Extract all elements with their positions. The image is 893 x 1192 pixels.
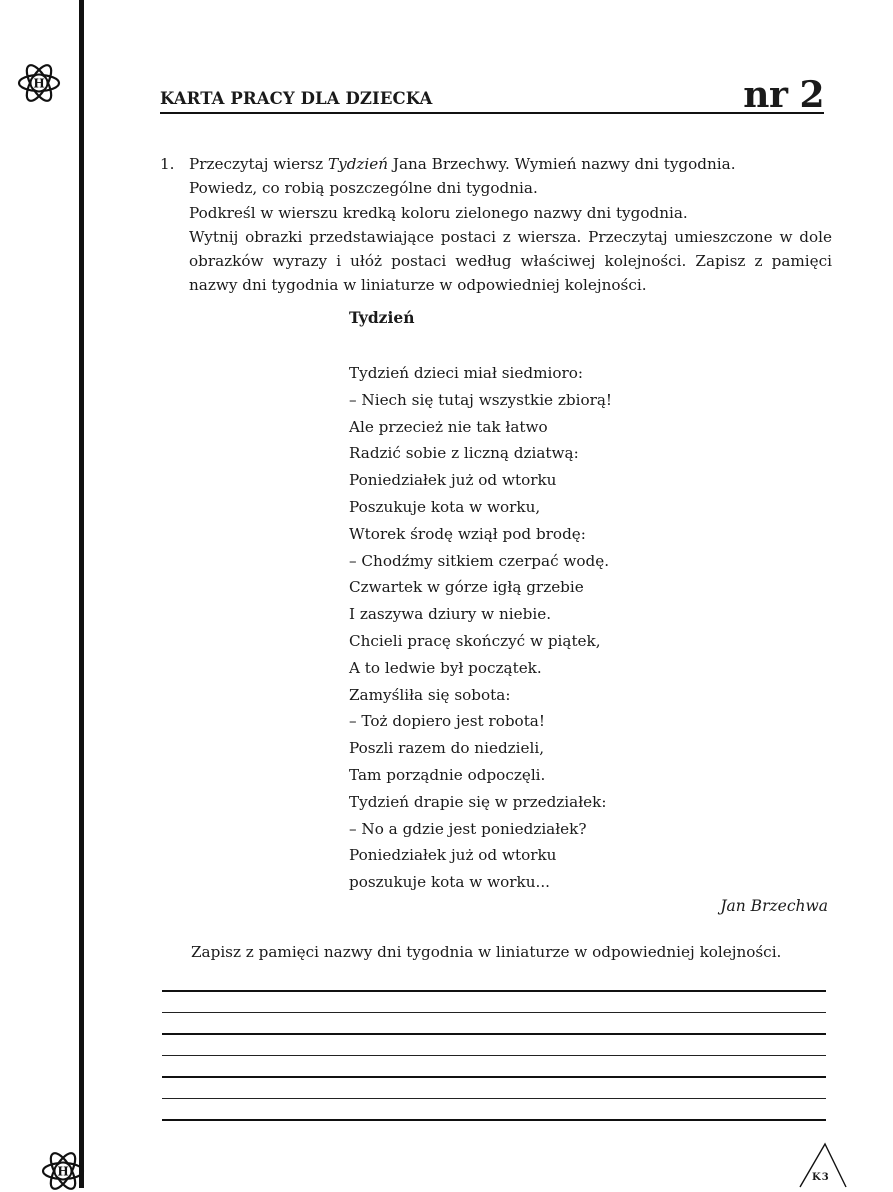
poem-line: Chcieli pracę skończyć w piątek,: [349, 631, 601, 650]
writing-instruction: Zapisz z pamięci nazwy dni tygodnia w liniaturze w odpowiedniej kolejności.: [191, 943, 782, 961]
task-instructions: [160, 152, 832, 298]
worksheet-title: KARTA PRACY DLA DZIECKA: [160, 89, 433, 108]
task-number: 1.: [160, 155, 175, 173]
poem-line: Poszli razem do niedzieli,: [349, 739, 545, 758]
poem-line: Tydzień drapie się w przedziałek:: [349, 792, 607, 811]
task-line: Wytnij obrazki przedstawiające postaci z wiersza. Przeczytaj umieszczone w dole: [189, 227, 832, 246]
poem-line: Tam porządnie odpoczęli.: [349, 765, 546, 784]
poem-line: – No a gdzie jest poniedziałek?: [349, 819, 587, 838]
logo-letter: H: [33, 76, 45, 91]
poem-line: I zaszywa dziury w niebie.: [349, 605, 552, 624]
poem-line: Poniedziałek już od wtorku: [349, 846, 557, 865]
page-code: K3: [812, 1172, 830, 1183]
poem-line: poszukuje kota w worku...: [349, 873, 550, 892]
poem-line: Tydzień dzieci miał siedmioro:: [349, 364, 583, 382]
task-line: Przeczytaj wiersz Tydzień Jana Brzechwy. Wymień nazwy dni tygodnia.: [189, 155, 736, 173]
atom-h-logo-icon: [40, 1150, 86, 1192]
writing-line[interactable]: [162, 1012, 826, 1013]
poem-line: Wtorek środę wziął pod brodę:: [349, 524, 586, 543]
task-line: obrazków wyrazy i ułóż postaci według właściwej kolejności. Zapisz z pamięci: [189, 252, 832, 271]
atom-h-logo-icon: [16, 62, 62, 104]
poem-line: Poszukuje kota w worku,: [349, 497, 541, 516]
poem-author: Jan Brzechwa: [720, 897, 828, 915]
worksheet-number: nr 2: [743, 74, 824, 116]
task-line: Powiedz, co robią poszczególne dni tygodnia.: [189, 179, 538, 198]
writing-line[interactable]: [162, 1119, 826, 1121]
poem-line: – Niech się tutaj wszystkie zbiorą!: [349, 390, 613, 409]
poem-line: Zamyśliła się sobota:: [349, 685, 511, 704]
writing-lines[interactable]: [162, 990, 826, 1141]
poem: [349, 308, 829, 896]
poem-line: A to ledwie był początek.: [349, 658, 542, 677]
writing-line[interactable]: [162, 1055, 826, 1056]
poem-line: Czwartek w górze igłą grzebie: [349, 578, 584, 597]
poem-line: Radzić sobie z liczną dziatwą:: [349, 444, 579, 463]
poem-title: Tydzień: [349, 308, 415, 327]
writing-line[interactable]: [162, 1033, 826, 1035]
poem-line: Ale przecież nie tak łatwo: [349, 417, 548, 436]
worksheet-header: [160, 70, 824, 114]
binding-line: [79, 0, 84, 1188]
writing-line[interactable]: [162, 990, 826, 992]
poem-lines: [349, 360, 829, 896]
poem-line: Poniedziałek już od wtorku: [349, 471, 557, 490]
writing-line[interactable]: [162, 1098, 826, 1099]
poem-line: – Toż dopiero jest robota!: [349, 712, 545, 731]
logo-letter: H: [57, 1164, 69, 1179]
task-line: nazwy dni tygodnia w liniaturze w odpowiedniej kolejności.: [189, 276, 647, 295]
task-line: Podkreśl w wierszu kredką koloru zielonego nazwy dni tygodnia.: [189, 203, 688, 222]
writing-line[interactable]: [162, 1076, 826, 1078]
poem-line: – Chodźmy sitkiem czerpać wodę.: [349, 551, 610, 570]
